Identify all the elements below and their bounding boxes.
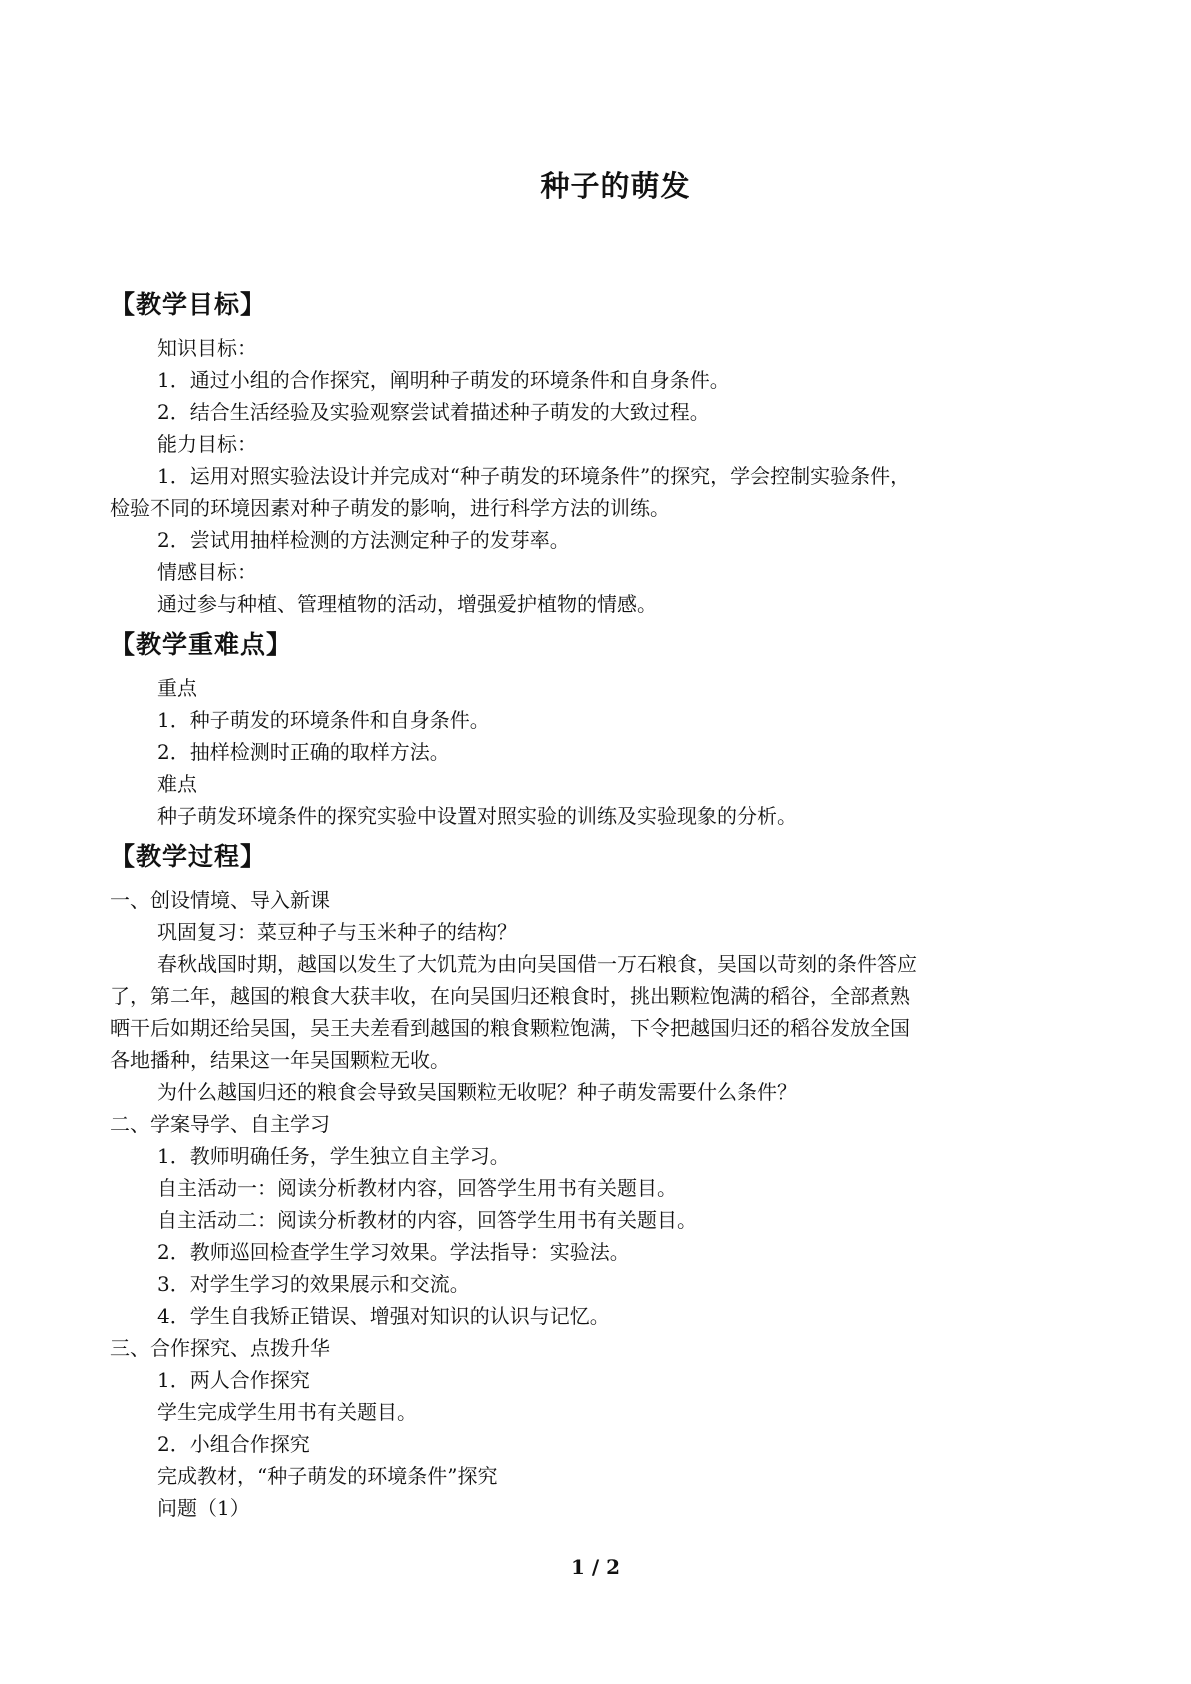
document-body — [110, 290, 1095, 1524]
process-line: 自主活动一：阅读分析教材内容，回答学生用书有关题目。 — [157, 1176, 677, 1200]
process-line: 为什么越国归还的粮食会导致吴国颗粒无收呢？种子萌发需要什么条件？ — [157, 1080, 797, 1104]
objectives-line: 能力目标： — [157, 432, 257, 456]
process-line: 1．教师明确任务，学生独立自主学习。 — [157, 1144, 510, 1168]
process-line: 2．教师巡回检查学生学习效果。学法指导：实验法。 — [157, 1240, 630, 1264]
key-points-line: 2．抽样检测时正确的取样方法。 — [157, 740, 450, 764]
process-line: 完成教材，“种子萌发的环境条件”探究 — [157, 1464, 498, 1488]
key-points-line: 难点 — [157, 772, 197, 796]
process-line: 春秋战国时期，越国以发生了大饥荒为由向吴国借一万石粮食，吴国以苛刻的条件答应 — [157, 952, 917, 976]
key-points-line: 种子萌发环境条件的探究实验中设置对照实验的训练及实验现象的分析。 — [157, 804, 797, 828]
section-heading-process: 【教学过程】 — [110, 842, 267, 871]
process-line: 4．学生自我矫正错误、增强对知识的认识与记忆。 — [157, 1304, 610, 1328]
key-points-line: 重点 — [157, 676, 197, 700]
process-line: 自主活动二：阅读分析教材的内容，回答学生用书有关题目。 — [157, 1208, 697, 1232]
process-line: 各地播种，结果这一年吴国颗粒无收。 — [110, 1048, 450, 1072]
objectives-line: 检验不同的环境因素对种子萌发的影响，进行科学方法的训练。 — [110, 496, 670, 520]
process-line: 2．小组合作探究 — [157, 1432, 310, 1456]
process-line: 巩固复习：菜豆种子与玉米种子的结构？ — [157, 920, 517, 944]
objectives-line: 2．结合生活经验及实验观察尝试着描述种子萌发的大致过程。 — [157, 400, 710, 424]
process-line: 学生完成学生用书有关题目。 — [157, 1400, 417, 1424]
process-line: 1．两人合作探究 — [157, 1368, 310, 1392]
objectives-line: 1．通过小组的合作探究，阐明种子萌发的环境条件和自身条件。 — [157, 368, 730, 392]
objectives-line: 情感目标： — [157, 560, 257, 584]
objectives-line: 通过参与种植、管理植物的活动，增强爱护植物的情感。 — [157, 592, 657, 616]
process-line: 二、学案导学、自主学习 — [110, 1112, 330, 1136]
objectives-line: 2．尝试用抽样检测的方法测定种子的发芽率。 — [157, 528, 570, 552]
process-line: 问题（1） — [157, 1496, 250, 1520]
objectives-line: 1．运用对照实验法设计并完成对“种子萌发的环境条件”的探究，学会控制实验条件， — [157, 464, 911, 488]
key-points-line: 1．种子萌发的环境条件和自身条件。 — [157, 708, 490, 732]
page-number: 1 / 2 — [570, 1555, 621, 1579]
process-line: 晒干后如期还给吴国，吴王夫差看到越国的粮食颗粒饱满，下令把越国归还的稻谷发放全国 — [110, 1016, 910, 1040]
objectives-line: 知识目标： — [157, 336, 257, 360]
document-title: 种子的萌发 — [540, 169, 691, 203]
process-line: 3．对学生学习的效果展示和交流。 — [157, 1272, 470, 1296]
process-line: 三、合作探究、点拨升华 — [110, 1336, 330, 1360]
section-heading-key-points: 【教学重难点】 — [110, 630, 293, 659]
section-heading-objectives: 【教学目标】 — [110, 290, 267, 319]
process-line: 了，第二年，越国的粮食大获丰收，在向吴国归还粮食时，挑出颗粒饱满的稻谷，全部煮熟 — [110, 984, 910, 1008]
process-line: 一、创设情境、导入新课 — [110, 888, 330, 912]
